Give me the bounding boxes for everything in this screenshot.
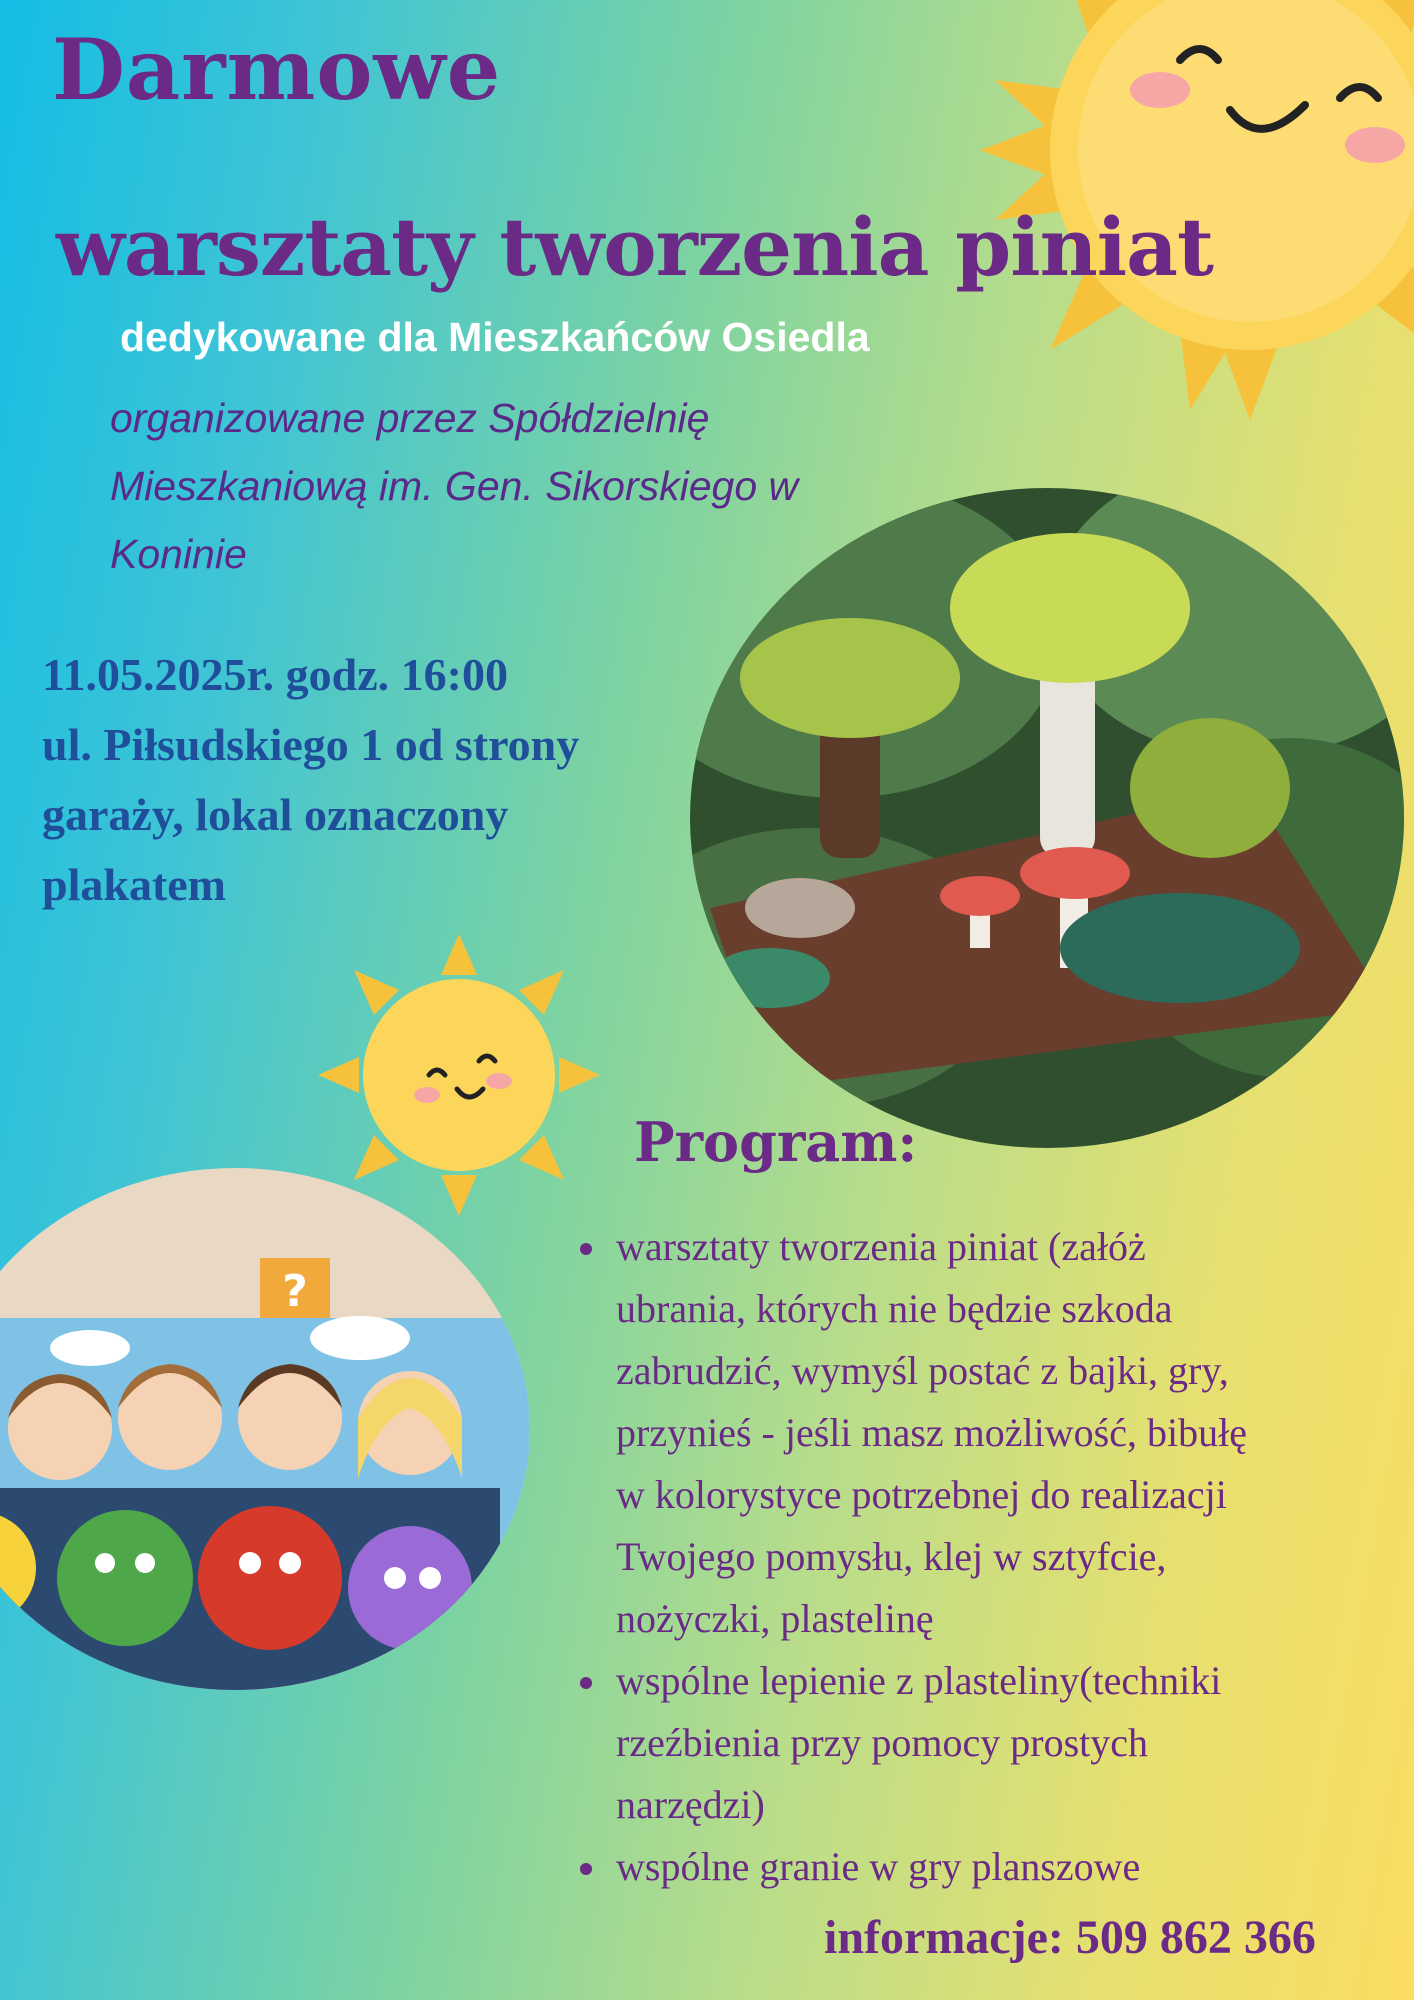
svg-text:?: ? — [282, 1266, 308, 1317]
program-item-line: zabrudzić, wymyśl postać z bajki, gry, — [616, 1348, 1229, 1393]
kids-pinata-illustration — [0, 1168, 530, 1690]
program-item-line: warsztaty tworzenia piniat (załóż — [616, 1224, 1146, 1269]
dedication-text: dedykowane dla Mieszkańców Osiedla — [120, 314, 870, 360]
program-item-line: rzeźbienia przy pomocy prostych — [616, 1720, 1149, 1765]
event-date-time: 11.05.2025r. godz. 16:00 — [42, 649, 508, 700]
headline-subtitle: warsztaty tworzenia piniat — [56, 200, 1213, 294]
program-item-line: nożyczki, plastelinę — [616, 1596, 934, 1641]
event-address-line: garaży, lokal oznaczony — [42, 789, 509, 840]
event-address-line: plakatem — [42, 859, 226, 910]
event-details — [42, 640, 722, 920]
program-item-line: narzędzi) — [616, 1782, 765, 1827]
program-list — [578, 1216, 1388, 1898]
organizer-line: Koninie — [110, 531, 247, 577]
smiling-sun-icon — [318, 934, 600, 1216]
program-item-line: ubrania, których nie będzie szkoda — [616, 1286, 1173, 1331]
program-item-line: w kolorystyce potrzebnej do realizacji — [616, 1472, 1227, 1517]
program-item-line: Twojego pomysłu, klej w sztyfcie, — [616, 1534, 1167, 1579]
forest-diorama-photo — [690, 488, 1404, 1148]
program-item — [578, 1650, 1388, 1836]
program-item — [578, 1836, 1388, 1898]
organizer-line: Mieszkaniową im. Gen. Sikorskiego w — [110, 463, 799, 509]
program-item-line: wspólne granie w gry planszowe — [616, 1844, 1141, 1889]
organizer-line: organizowane przez Spółdzielnię — [110, 395, 710, 441]
program-item-line: wspólne lepienie z plasteliny(techniki — [616, 1658, 1222, 1703]
program-item-line: przynieś - jeśli masz możliwość, bibułę — [616, 1410, 1247, 1455]
contact-info: informacje: 509 862 366 — [824, 1911, 1316, 1964]
program-heading: Program: — [634, 1110, 918, 1174]
event-address-line: ul. Piłsudskiego 1 od strony — [42, 719, 580, 770]
kids-pinata-drawing — [0, 1168, 530, 1690]
forest-diorama-illustration — [690, 488, 1404, 1148]
headline-title: Darmowe — [52, 20, 502, 119]
program-item — [578, 1216, 1388, 1650]
